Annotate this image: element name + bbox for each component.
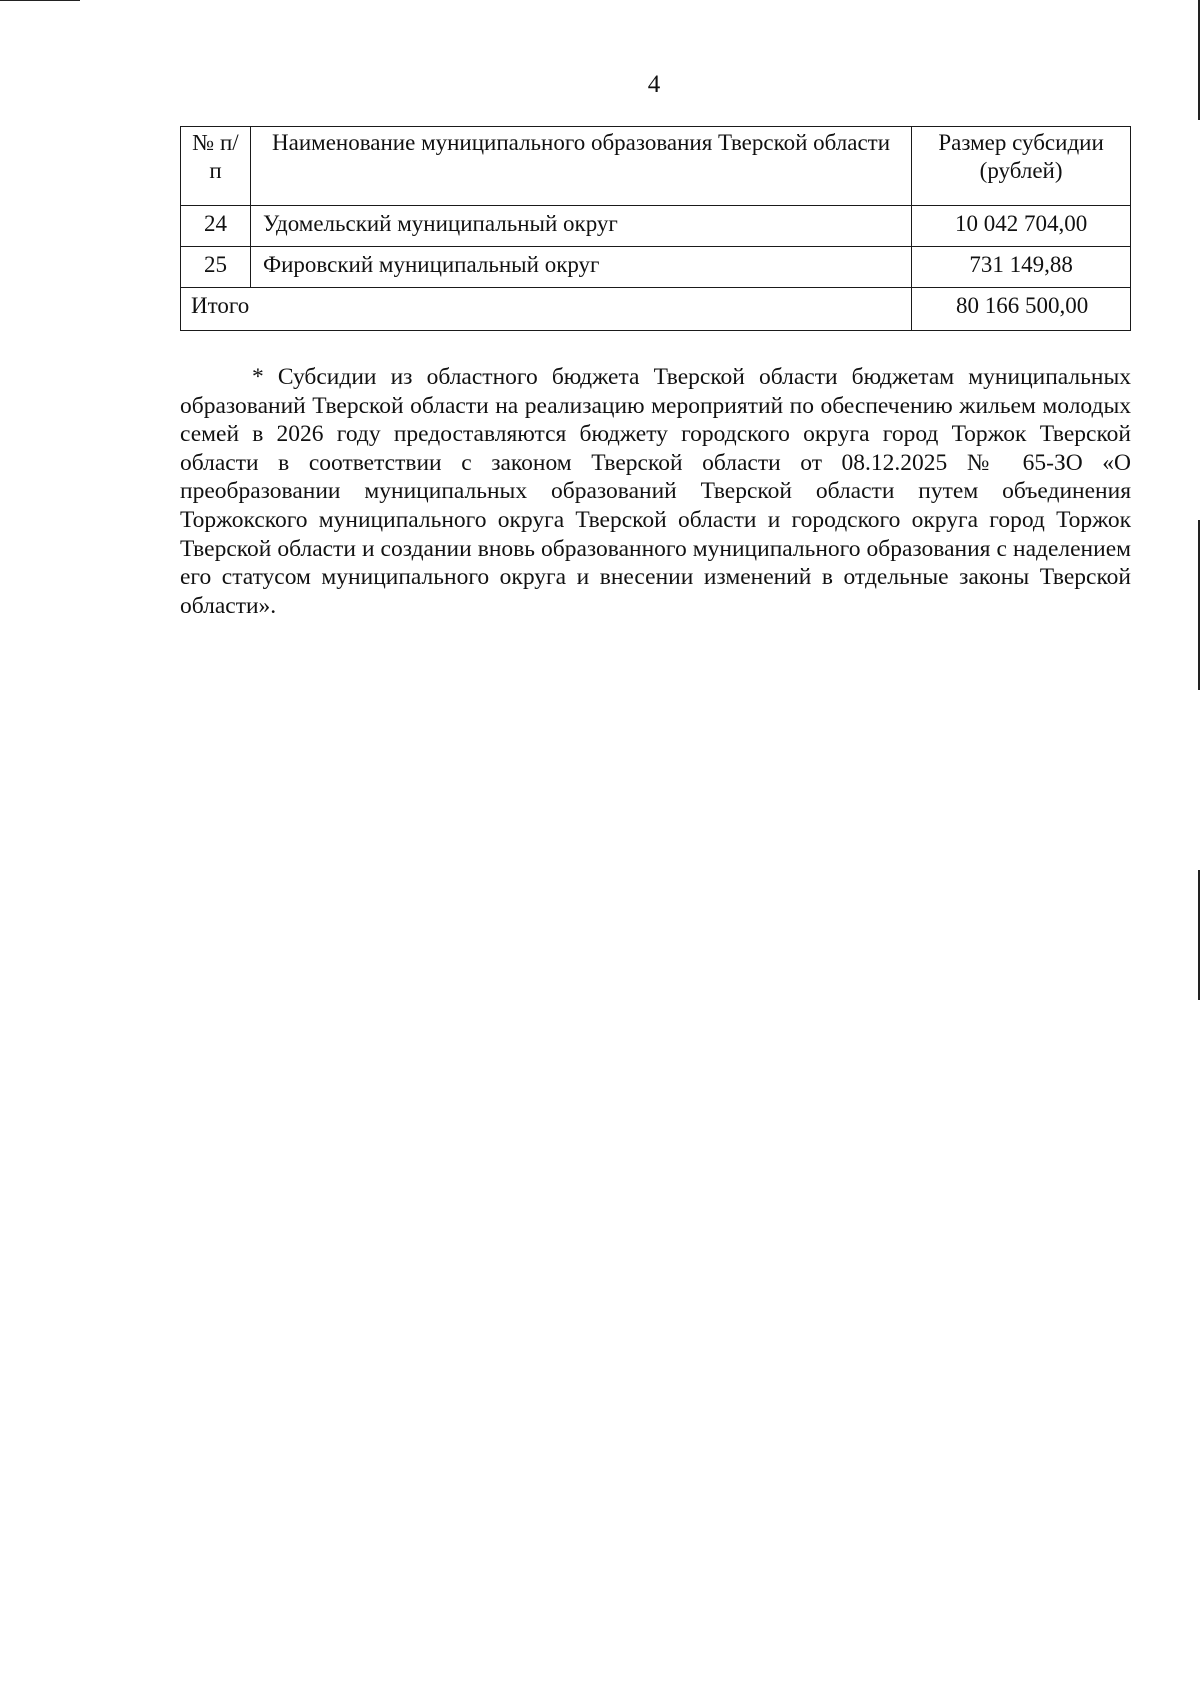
total-label: Итого — [181, 288, 912, 331]
header-num: № п/п — [181, 127, 251, 206]
table-header-row — [181, 127, 1131, 206]
page-number: 4 — [647, 71, 661, 98]
table-row — [181, 247, 1131, 288]
header-name: Наименование муниципального образования Тверской области — [250, 127, 911, 206]
header-amount: Размер субсидии (рублей) — [912, 127, 1131, 206]
row-name: Фировский муниципальный округ — [250, 247, 911, 288]
row-name: Удомельский муниципальный округ — [250, 206, 911, 247]
row-amount: 10 042 704,00 — [912, 206, 1131, 247]
total-amount: 80 166 500,00 — [912, 288, 1131, 331]
table-row — [181, 206, 1131, 247]
scan-edge-top-left — [0, 0, 80, 1]
table-total-row — [181, 288, 1131, 331]
row-amount: 731 149,88 — [912, 247, 1131, 288]
footnote-paragraph: * Субсидии из областного бюджета Тверской области бюджетам муниципальных образований Тверской области на реализацию мероприятий по обеспечению жильем молодых семей в 2026 году предоставляются бюджету городского округа город Торжок Тверской области в соответствии с законом Тверской области от 08.12.2025 № 65-ЗО «О преобразовании муниципальных образований Тверской области путем объединения Торжокского муниципального округа Тверской области и городского округа город Торжок Тверской области и создании вновь образованного муниципального образования с наделением его статусом муниципального округа и внесении изменений в отдельные законы Тверской области». — [180, 364, 1131, 619]
subsidy-table — [180, 126, 1131, 331]
row-num: 25 — [181, 247, 251, 288]
row-num: 24 — [181, 206, 251, 247]
